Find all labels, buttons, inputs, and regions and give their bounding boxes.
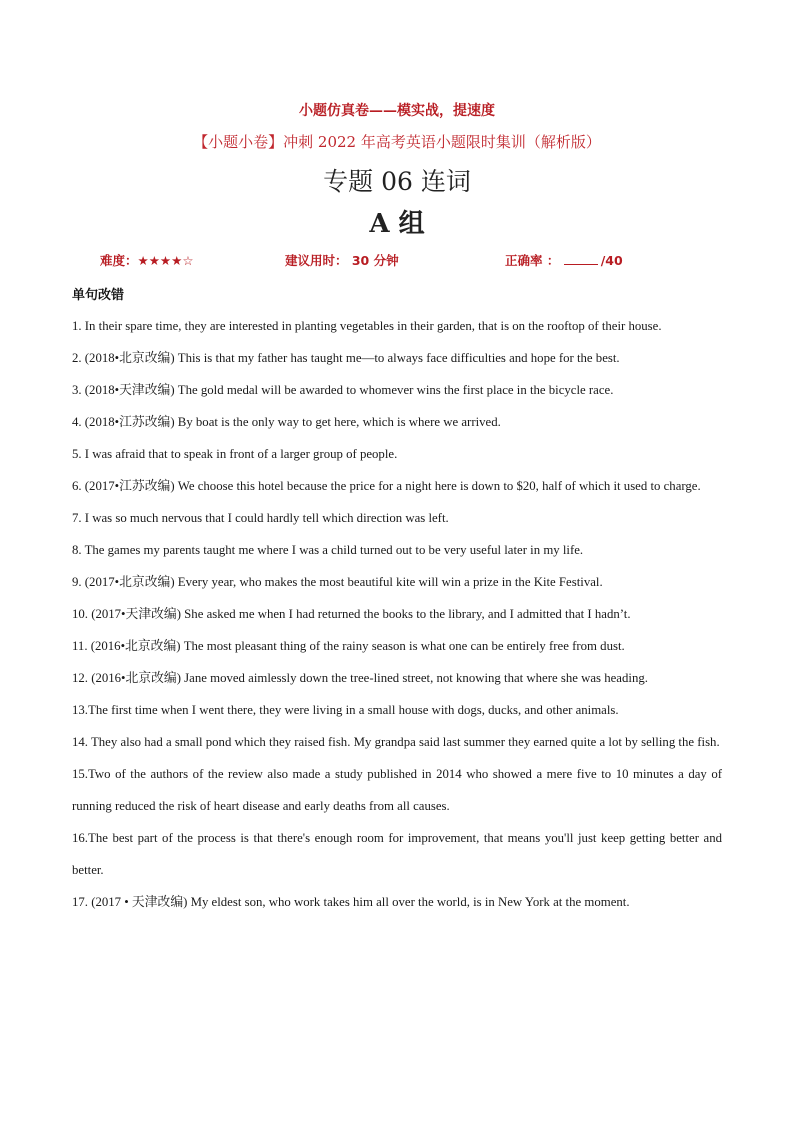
question-item: 1. In their spare time, they are interested in planting vegetables in their garden, that is on the rooftop of their house. — [72, 319, 662, 333]
question-item: 10. (2017•天津改编) She asked me when I had returned the books to the library, and I admitted that I hadn’t. — [72, 607, 631, 621]
difficulty-label: 难度：★★★★☆ — [100, 253, 194, 268]
series-bracket: 【小题小卷】 — [193, 133, 284, 151]
question-item: 17. (2017 • 天津改编) My eldest son, who work takes him all over the world, is in New York at the moment. — [72, 895, 630, 909]
suggested-time-label: 建议用时： 30 分钟 — [285, 253, 399, 268]
accuracy-prefix: 正确率 ： — [505, 253, 560, 268]
series-title — [0, 131, 794, 152]
topic-title: 专题 06 连词 — [323, 167, 471, 196]
question-item: 6. (2017•江苏改编) We choose this hotel because the price for a night here is down to $20, half of which it used to charge. — [72, 479, 701, 493]
question-item: 2. (2018•北京改编) This is that my father has taught me—to always face difficulties and hope for the best. — [72, 351, 620, 365]
question-item: 7. I was so much nervous that I could hardly tell which direction was left. — [72, 511, 449, 525]
slogan: 小题仿真卷——模实战，提速度 — [299, 103, 495, 119]
section-title: 单句改错 — [72, 288, 125, 303]
question-item: 15.Two of the authors of the review also made a study published in 2014 who showed a mere five to 10 minutes a day of running reduced the risk of heart disease and early deaths from all causes. — [72, 767, 722, 813]
accuracy-blank — [564, 252, 598, 265]
question-item: 9. (2017•北京改编) Every year, who makes the most beautiful kite will win a prize in the Kite Festival. — [72, 575, 603, 589]
question-item: 5. I was afraid that to speak in front of a larger group of people. — [72, 447, 398, 461]
question-item: 4. (2018•江苏改编) By boat is the only way to get here, which is where we arrived. — [72, 415, 501, 429]
question-item: 3. (2018•天津改编) The gold medal will be awarded to whomever wins the first place in the bicycle race. — [72, 383, 614, 397]
group-title: A 组 — [369, 209, 425, 239]
question-item: 11. (2016•北京改编) The most pleasant thing of the rainy season is what one can be entirely free from dust. — [72, 639, 625, 653]
accuracy-total: /40 — [600, 253, 623, 268]
question-item: 13.The first time when I went there, they were living in a small house with dogs, ducks, and other animals. — [72, 703, 619, 717]
question-item: 12. (2016•北京改编) Jane moved aimlessly down the tree-lined street, not knowing that where she was heading. — [72, 671, 648, 685]
series-subtitle: 冲刺 2022 年高考英语小题限时集训（解析版） — [283, 133, 601, 151]
question-item: 16.The best part of the process is that there's enough room for improvement, that means you'll just keep getting better and better. — [72, 831, 722, 877]
question-item: 8. The games my parents taught me where I was a child turned out to be very useful later in my life. — [72, 543, 584, 557]
question-list — [72, 310, 722, 918]
accuracy-label — [505, 251, 623, 269]
question-item: 14. They also had a small pond which they raised fish. My grandpa said last summer they earned quite a lot by selling the fish. — [72, 735, 720, 749]
